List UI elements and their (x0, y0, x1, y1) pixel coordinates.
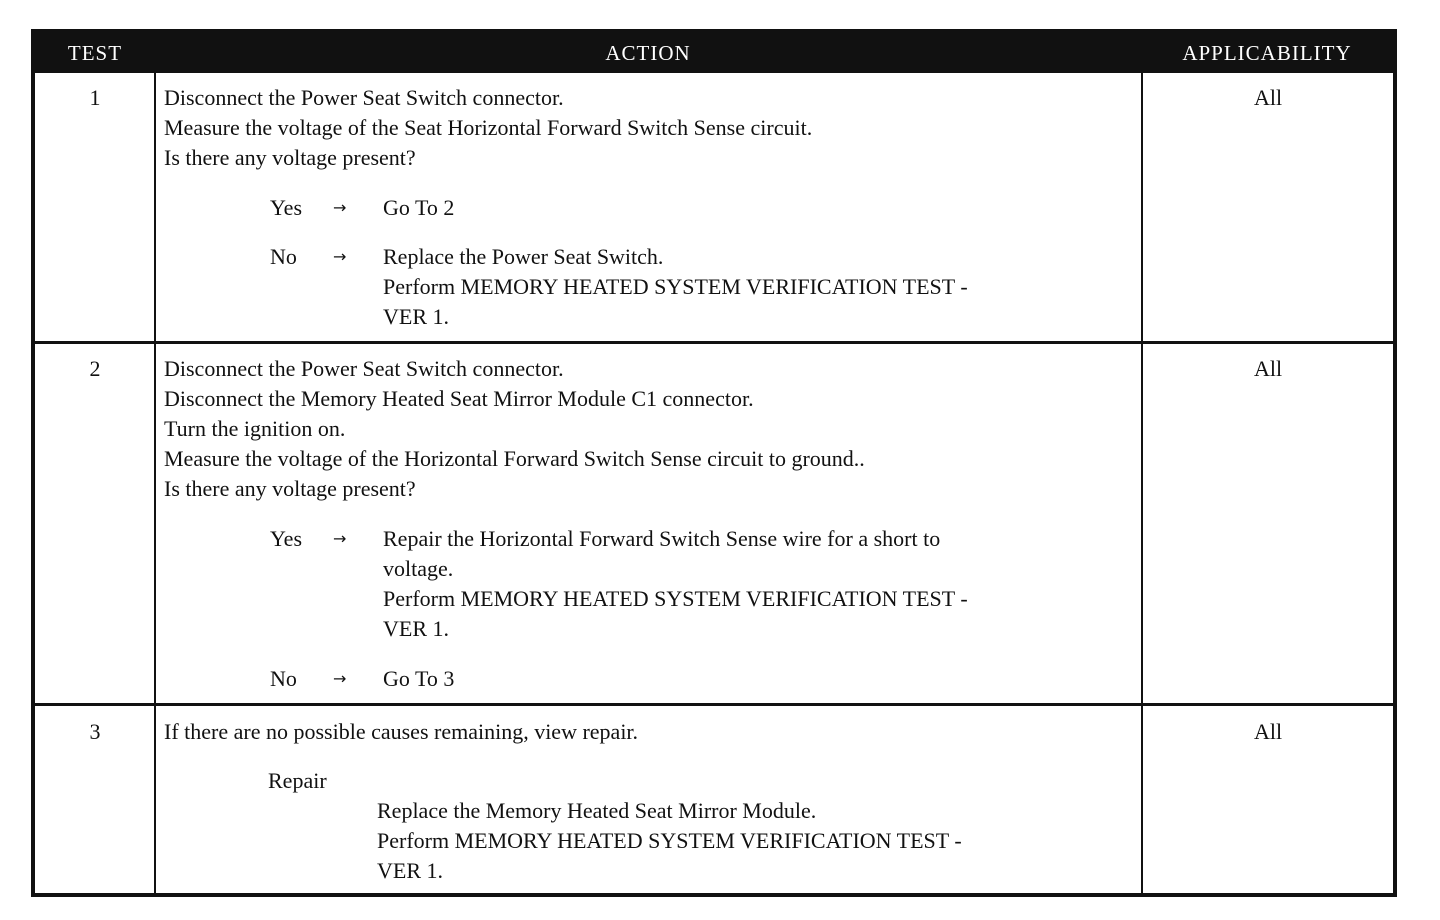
column-divider (154, 73, 156, 897)
repair-result-line: Perform MEMORY HEATED SYSTEM VERIFICATION TEST - (377, 828, 962, 853)
test-number: 2 (89, 356, 101, 381)
yes-result-line: Perform MEMORY HEATED SYSTEM VERIFICATION TEST - (383, 586, 968, 611)
table-header (35, 33, 1393, 73)
yes-label: Yes (270, 195, 303, 220)
right-arrow-icon: → (333, 247, 347, 266)
test-number: 1 (89, 85, 101, 110)
column-divider (1141, 73, 1143, 897)
applicability-value: All (1253, 719, 1283, 744)
applicability-value: All (1253, 85, 1283, 110)
repair-result-line: VER 1. (377, 858, 443, 883)
repair-label: Repair (268, 768, 327, 793)
action-line: Turn the ignition on. (164, 416, 346, 441)
no-result-line: VER 1. (383, 304, 449, 329)
yes-label: Yes (270, 526, 303, 551)
no-result-line: Replace the Power Seat Switch. (383, 244, 664, 269)
action-line: Measure the voltage of the Horizontal Forward Switch Sense circuit to ground.. (164, 446, 865, 471)
row-divider (35, 341, 1393, 344)
action-line: Is there any voltage present? (164, 145, 416, 170)
no-result-line: Go To 3 (383, 666, 455, 691)
right-arrow-icon: → (333, 198, 347, 217)
action-line: If there are no possible causes remaining, view repair. (164, 719, 639, 744)
no-result-line: Perform MEMORY HEATED SYSTEM VERIFICATION TEST - (383, 274, 968, 299)
header-test: TEST (67, 41, 123, 65)
no-label: No (270, 666, 297, 691)
yes-result-line: VER 1. (383, 616, 449, 641)
test-number: 3 (89, 719, 101, 744)
no-label: No (270, 244, 297, 269)
header-action: ACTION (605, 41, 691, 65)
yes-result-line: Go To 2 (383, 195, 455, 220)
action-line: Disconnect the Memory Heated Seat Mirror Module C1 connector. (164, 386, 754, 411)
action-line: Disconnect the Power Seat Switch connector. (164, 85, 564, 110)
row-divider (35, 703, 1393, 706)
right-arrow-icon: → (333, 669, 347, 688)
header-applicability: APPLICABILITY (1182, 41, 1352, 65)
action-line: Measure the voltage of the Seat Horizontal Forward Switch Sense circuit. (164, 115, 813, 140)
diagnostic-test-table (31, 29, 1397, 897)
applicability-value: All (1253, 356, 1283, 381)
yes-result-line: Repair the Horizontal Forward Switch Sense wire for a short to (383, 526, 941, 551)
action-line: Is there any voltage present? (164, 476, 416, 501)
repair-result-line: Replace the Memory Heated Seat Mirror Module. (377, 798, 817, 823)
yes-result-line: voltage. (383, 556, 454, 581)
right-arrow-icon: → (333, 529, 347, 548)
action-line: Disconnect the Power Seat Switch connector. (164, 356, 564, 381)
